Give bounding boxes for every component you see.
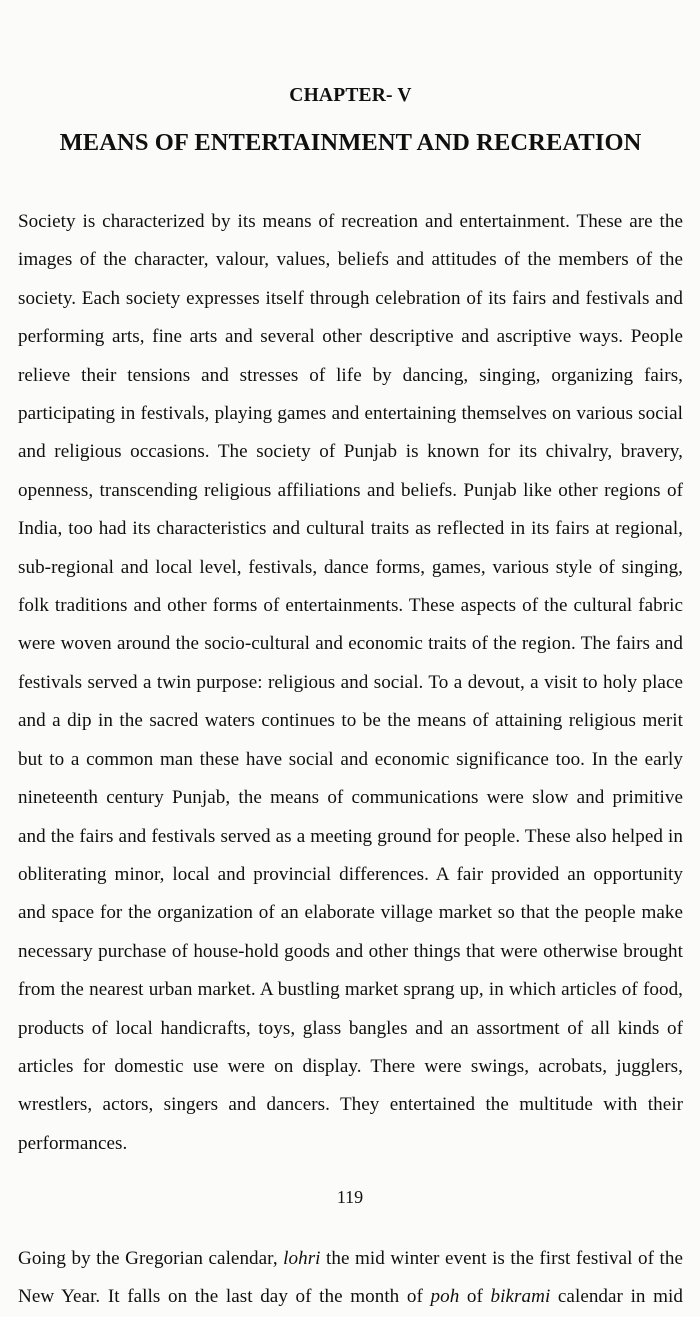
paragraph-2-run-2: the mid winter event is the first festival of the New Year. It falls on the last day of the month of [18,1247,683,1308]
paragraph-2-run-4: calendar in mid [550,1286,683,1308]
chapter-label: CHAPTER- V [289,85,412,106]
term-lohri: lohri [283,1247,321,1269]
term-bikrami: bikrami [490,1286,551,1308]
page-title: MEANS OF ENTERTAINMENT AND RECREATION [59,129,642,157]
paragraph-2 [18,1240,683,1317]
term-poh: poh [430,1286,460,1308]
paragraph-2-run-1: Going by the Gregorian calendar, [18,1247,284,1269]
paragraph-1: Society is characterized by its means of recreation and entertainment. These are the images of the character, valour, values, beliefs and attitudes of the members of the society. Each society expresses itself through celebration of its fairs and festivals and performing arts, fine arts and several other descriptive and ascriptive ways. People relieve their tensions and stresses of life by dancing, singing, organizing fairs, participating in festivals, playing games and entertaining themselves on various social and religious occasions. The society of Punjab is known for its chivalry, bravery, openness, transcending religious affiliations and beliefs. Punjab like other regions of India, too had its characteristics and cultural traits as reflected in its fairs at regional, sub-regional and local level, festivals, dance forms, games, various style of singing, folk traditions and other forms of entertainments. These aspects of the cultural fabric were woven around the socio-cultural and economic traits of the region. The fairs and festivals served a twin purpose: religious and social. To a devout, a visit to holy place and a dip in the sacred waters continues to be the means of attaining religious merit but to a common man these have social and economic significance too. In the early nineteenth century Punjab, the means of communications were slow and primitive and the fairs and festivals served as a meeting ground for people. These also helped in obliterating minor, local and provincial differences. A fair provided an opportunity and space for the organization of an elaborate village market so that the people make necessary purchase of house-hold goods and other things that were otherwise brought from the nearest urban market. A bustling market sprang up, in which articles of food, products of local handicrafts, toys, glass bangles and an assortment of all kinds of articles for domestic use were on display. There were swings, acrobats, jugglers, wrestlers, actors, singers and dancers. They entertained the multitude with their performances. [18,211,683,1154]
paragraph-2-run-3: of [459,1286,491,1308]
page-number: 119 [336,1187,364,1207]
body-text [18,203,683,1317]
